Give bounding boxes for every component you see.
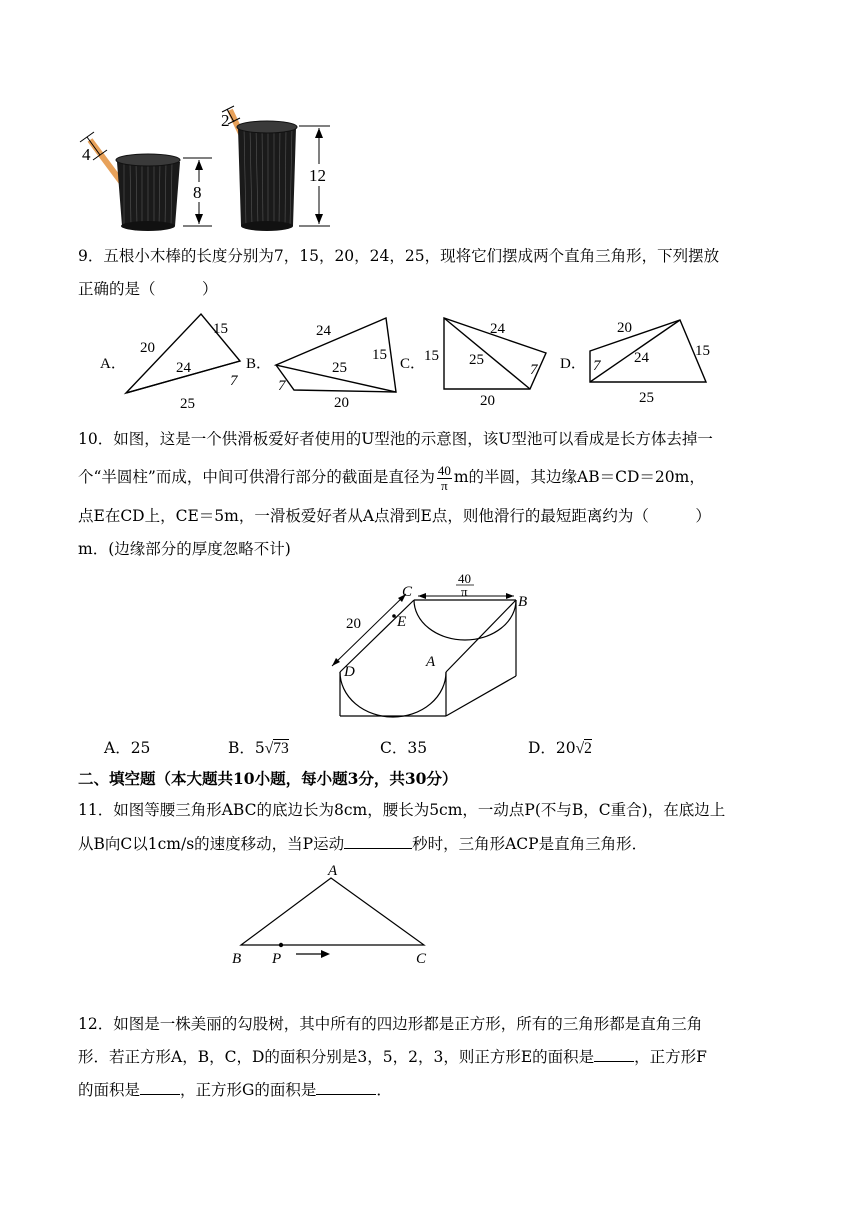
q10-option-c[interactable]: C．35 [380,739,428,757]
d-side-24: 24 [634,350,649,366]
a-side-20: 20 [140,340,155,356]
label-2: 2 [221,111,230,130]
a-side-25: 25 [180,396,195,412]
diameter-fraction [437,464,452,493]
point-a-label: A [426,654,436,670]
q12-line-2-b: ，正方形F [634,1048,707,1066]
option-c-label: C． [400,356,426,372]
option-b-figure [246,318,396,411]
d-side-25: 25 [639,390,654,406]
label-8: 8 [193,183,202,202]
fraction-denominator: π [441,477,448,493]
option-b-label: B． [246,356,272,372]
option-d-figure [560,320,710,406]
label-12: 12 [309,166,326,185]
sqrt-icon: √ [264,740,274,757]
c-side-15: 15 [424,348,439,364]
d-side-20: 20 [617,320,632,336]
q10-line-4: m．(边缘部分的厚度忽略不计) [78,540,291,558]
c-side-25: 25 [469,352,484,368]
pool-width-denominator: π [461,584,468,599]
q11-point-b: B [232,951,242,967]
q9-options-figure [98,310,718,412]
q11-line-2 [78,833,647,855]
option-c-figure [400,318,546,409]
point-c-label: C [402,584,413,600]
option-a-label: A． [100,356,126,372]
q10-options [104,737,724,759]
sqrt-icon: √ [575,740,585,757]
point-b-label: B [518,594,528,610]
label-4: 4 [82,145,91,164]
q12-line-3-c: ． [376,1081,392,1099]
q10-line-2-a: 个“半圆柱”而成，中间可供滑行部分的截面是直径为 [78,468,435,486]
q11-point-c: C [416,951,427,967]
q12-line-2 [78,1046,707,1068]
q10-line-1: 10．如图，这是一个供滑板爱好者使用的U型池的示意图，该U型池可以看成是长方体去掉一 [78,430,713,448]
q12-blank-f[interactable] [140,1080,180,1095]
q10-line-2 [78,460,705,494]
q11-point-a: A [328,863,338,879]
b-side-15: 15 [372,347,387,363]
pool-width-numerator: 40 [458,571,471,586]
u-pool-figure [322,566,542,726]
short-pen-holder [80,132,212,231]
c-side-24: 24 [490,321,505,337]
b-side-24: 24 [316,323,331,339]
q11-line-1: 11．如图等腰三角形ABC的底边长为8cm，腰长为5cm，一动点P(不与B，C重合)，在底边上 [78,801,726,819]
q12-line-1: 12．如图是一株美丽的勾股树，其中所有的四边形都是正方形，所有的三角形都是直角三角 [78,1015,703,1033]
triangle-abc-figure [226,860,436,970]
q9-line-1: 9．五根小木棒的长度分别为7，15，20，24，25，现将它们摆成两个直角三角形，下列摆放 [78,247,720,265]
q12-line-3-a: 的面积是 [78,1081,141,1099]
q10-line-2-b: m的半圆，其边缘AB＝CD＝20m， [453,468,705,486]
q11-point-p: P [272,951,282,967]
q9-line-2: 正确的是（ ） [78,280,218,298]
option-d-coefficient: D．20 [528,739,576,757]
d-side-7: 7 [593,358,601,374]
pen-holder-figure [74,100,344,240]
q12-blank-e[interactable] [594,1047,634,1062]
c-side-20: 20 [480,393,495,409]
point-d-label: D [344,664,355,680]
option-b-coefficient: B．5 [228,739,265,757]
option-d-radicand: 2 [584,740,592,757]
q10-option-a[interactable]: A．25 [104,739,151,757]
q12-line-3 [78,1079,392,1101]
fraction-numerator: 40 [437,462,451,478]
q12-line-2-a: 形．若正方形A，B，C，D的面积分别是3，5，2，3，则正方形E的面积是 [78,1048,595,1066]
b-side-25: 25 [332,360,347,376]
b-side-20: 20 [334,395,349,411]
a-side-15: 15 [213,321,228,337]
q12-line-3-b: ，正方形G的面积是 [180,1081,317,1099]
a-side-24: 24 [176,360,191,376]
option-b-radicand: 73 [273,740,289,757]
d-side-15: 15 [695,343,710,359]
option-a-figure [100,314,240,412]
a-side-7: 7 [230,373,238,389]
tall-pen-holder [221,106,330,231]
q11-line-2-b: 秒时，三角形ACP是直角三角形． [412,835,648,853]
q10-line-3: 点E在CD上，CE＝5m，一滑板爱好者从A点滑到E点，则他滑行的最短距离约为（ ） [78,507,711,525]
section-2-heading: 二、填空题（本大题共10小题，每小题3分，共30分） [78,769,458,788]
q10-option-b[interactable] [228,737,289,760]
q10-option-d[interactable] [528,737,592,760]
q12-blank-g[interactable] [316,1080,376,1095]
b-side-7: 7 [278,378,286,394]
pool-length-20: 20 [346,616,361,632]
q11-line-2-a: 从B向C以1cm/s的速度移动，当P运动 [78,835,345,853]
q11-answer-blank[interactable] [344,834,412,849]
point-e-label: E [397,614,407,630]
option-d-label: D． [560,356,586,372]
c-side-7: 7 [530,362,538,378]
